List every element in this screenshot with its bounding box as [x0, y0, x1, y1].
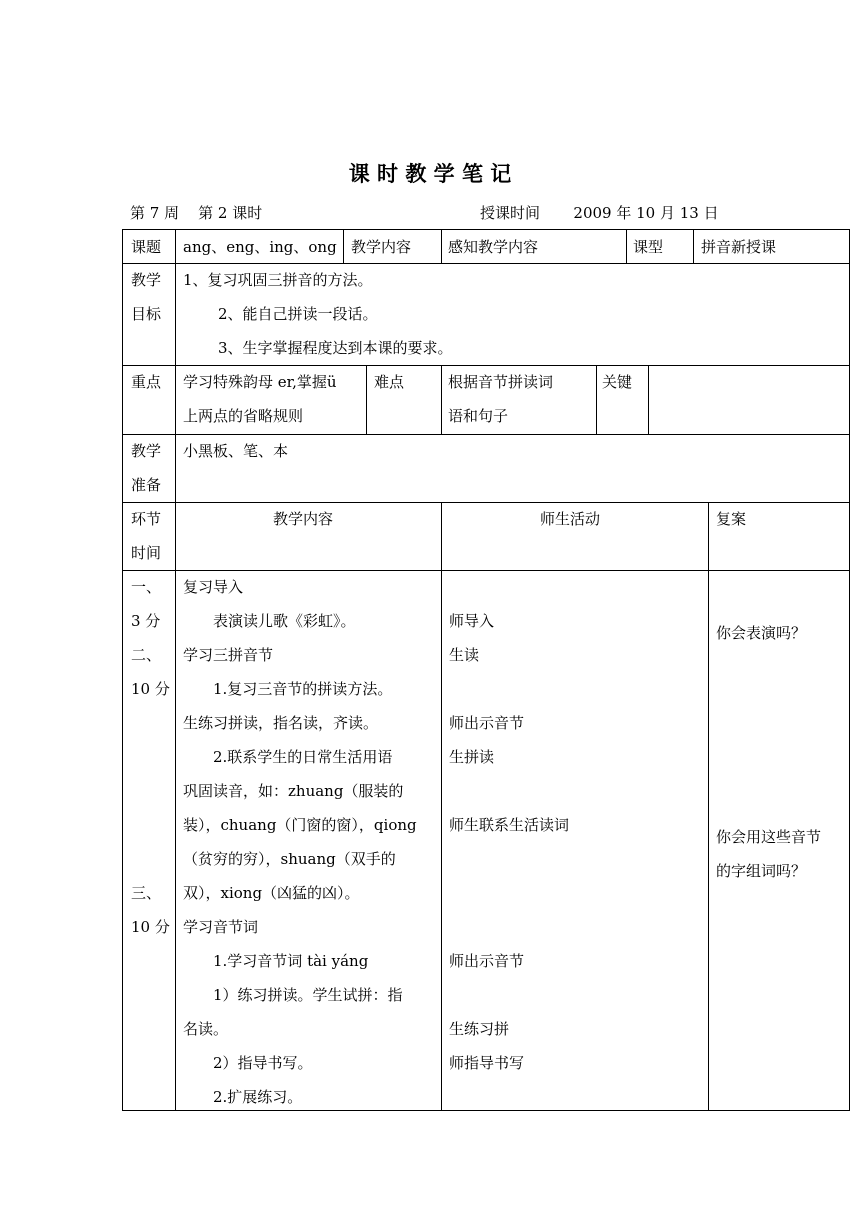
topic-value: ang、eng、ing、ong	[183, 238, 337, 256]
prep-label-2: 准备	[131, 476, 162, 494]
content-line: 2）指导书写。	[183, 1054, 313, 1072]
goal-item: 2、能自己拼读一段话。	[218, 305, 378, 323]
activity-header: 师生活动	[540, 510, 601, 528]
col-divider	[648, 365, 649, 434]
activity-line: 师指导书写	[449, 1054, 525, 1072]
keypoint-label: 重点	[131, 373, 162, 391]
goal-item: 1、复习巩固三拼音的方法。	[183, 271, 373, 289]
goal-item: 3、生字掌握程度达到本课的要求。	[218, 339, 453, 357]
content-line: 2.联系学生的日常生活用语	[183, 748, 393, 766]
step-time-line: 3 分	[131, 612, 161, 630]
content-header: 教学内容	[273, 510, 334, 528]
date-value: 2009 年 10 月 13 日	[573, 204, 719, 222]
review-note: 你会表演吗？	[716, 624, 807, 642]
key-label: 关键	[602, 373, 633, 391]
step-time-header: 时间	[131, 544, 162, 562]
content-line: （贫穷的穷），shuang（双手的	[183, 850, 396, 868]
week-lesson: 第 7 周 第 2 课时	[130, 204, 263, 222]
content-line: 装），chuang（门窗的窗），qiong	[183, 816, 417, 834]
content-label: 教学内容	[351, 238, 412, 256]
lesson-date	[480, 202, 719, 223]
lesson-table	[122, 229, 850, 1111]
difficulty-value: 语和句子	[448, 407, 509, 425]
step-time-header: 环节	[131, 510, 162, 528]
date-label: 授课时间	[480, 204, 541, 222]
step-time-line: 三、	[131, 884, 162, 902]
step-time-line: 二、	[131, 646, 162, 664]
prep-label-1: 教学	[131, 442, 162, 460]
activity-line: 生拼读	[449, 748, 495, 766]
difficulty-label: 难点	[374, 373, 405, 391]
content-column	[183, 570, 417, 1114]
step-time-line: 10 分	[131, 918, 170, 936]
col-divider	[175, 434, 176, 502]
content-line: 复习导入	[183, 578, 244, 596]
topic-label: 课题	[131, 238, 162, 256]
activity-column	[449, 570, 569, 1080]
review-note: 你会用这些音节	[716, 828, 822, 846]
col-divider	[175, 502, 176, 1110]
content-line: 双），xiong（凶猛的凶）。	[183, 884, 360, 902]
content-line: 学习三拼音节	[183, 646, 274, 664]
activity-line: 师出示音节	[449, 714, 525, 732]
type-label: 课型	[633, 238, 664, 256]
activity-line: 生读	[449, 646, 480, 664]
lesson-meta	[130, 202, 770, 224]
review-note: 的字组词吗？	[716, 862, 807, 880]
col-divider	[596, 365, 597, 434]
content-line: 名读。	[183, 1020, 229, 1038]
col-divider	[441, 502, 442, 1110]
content-line: 2.扩展练习。	[183, 1088, 303, 1106]
content-value: 感知教学内容	[448, 238, 539, 256]
activity-line: 师生联系生活读词	[449, 816, 570, 834]
col-divider	[626, 230, 627, 263]
step-time-column	[131, 570, 170, 944]
keypoint-value: 学习特殊韵母 er,掌握ü	[183, 373, 337, 391]
activity-line: 生练习拼	[449, 1020, 510, 1038]
content-line: 学习音节词	[183, 918, 259, 936]
col-divider	[708, 502, 709, 1110]
activity-line: 师导入	[449, 612, 495, 630]
content-line: 巩固读音，如：zhuang（服装的	[183, 782, 404, 800]
keypoint-value: 上两点的省略规则	[183, 407, 304, 425]
content-line: 表演读儿歌《彩虹》。	[183, 612, 356, 630]
goals-label-2: 目标	[131, 305, 162, 323]
col-divider	[693, 230, 694, 263]
step-time-line: 一、	[131, 578, 162, 596]
content-line: 1.复习三音节的拼读方法。	[183, 680, 393, 698]
type-value: 拼音新授课	[701, 238, 777, 256]
page-title: 课 时 教 学 笔 记	[348, 161, 512, 186]
col-divider	[175, 365, 176, 434]
col-divider	[175, 230, 176, 263]
prep-value: 小黑板、笔、本	[183, 442, 289, 460]
goals-label-1: 教学	[131, 271, 162, 289]
activity-line: 师出示音节	[449, 952, 525, 970]
col-divider	[343, 230, 344, 263]
difficulty-value: 根据音节拼读词	[448, 373, 554, 391]
step-time-line: 10 分	[131, 680, 170, 698]
content-line: 1.学习音节词 tài yáng	[183, 952, 369, 970]
content-line: 1）练习拼读。学生试拼：指	[183, 986, 403, 1004]
col-divider	[441, 365, 442, 434]
col-divider	[366, 365, 367, 434]
review-header: 复案	[716, 510, 747, 528]
content-line: 生练习拼读，指名读，齐读。	[183, 714, 379, 732]
col-divider	[441, 230, 442, 263]
col-divider	[175, 263, 176, 365]
